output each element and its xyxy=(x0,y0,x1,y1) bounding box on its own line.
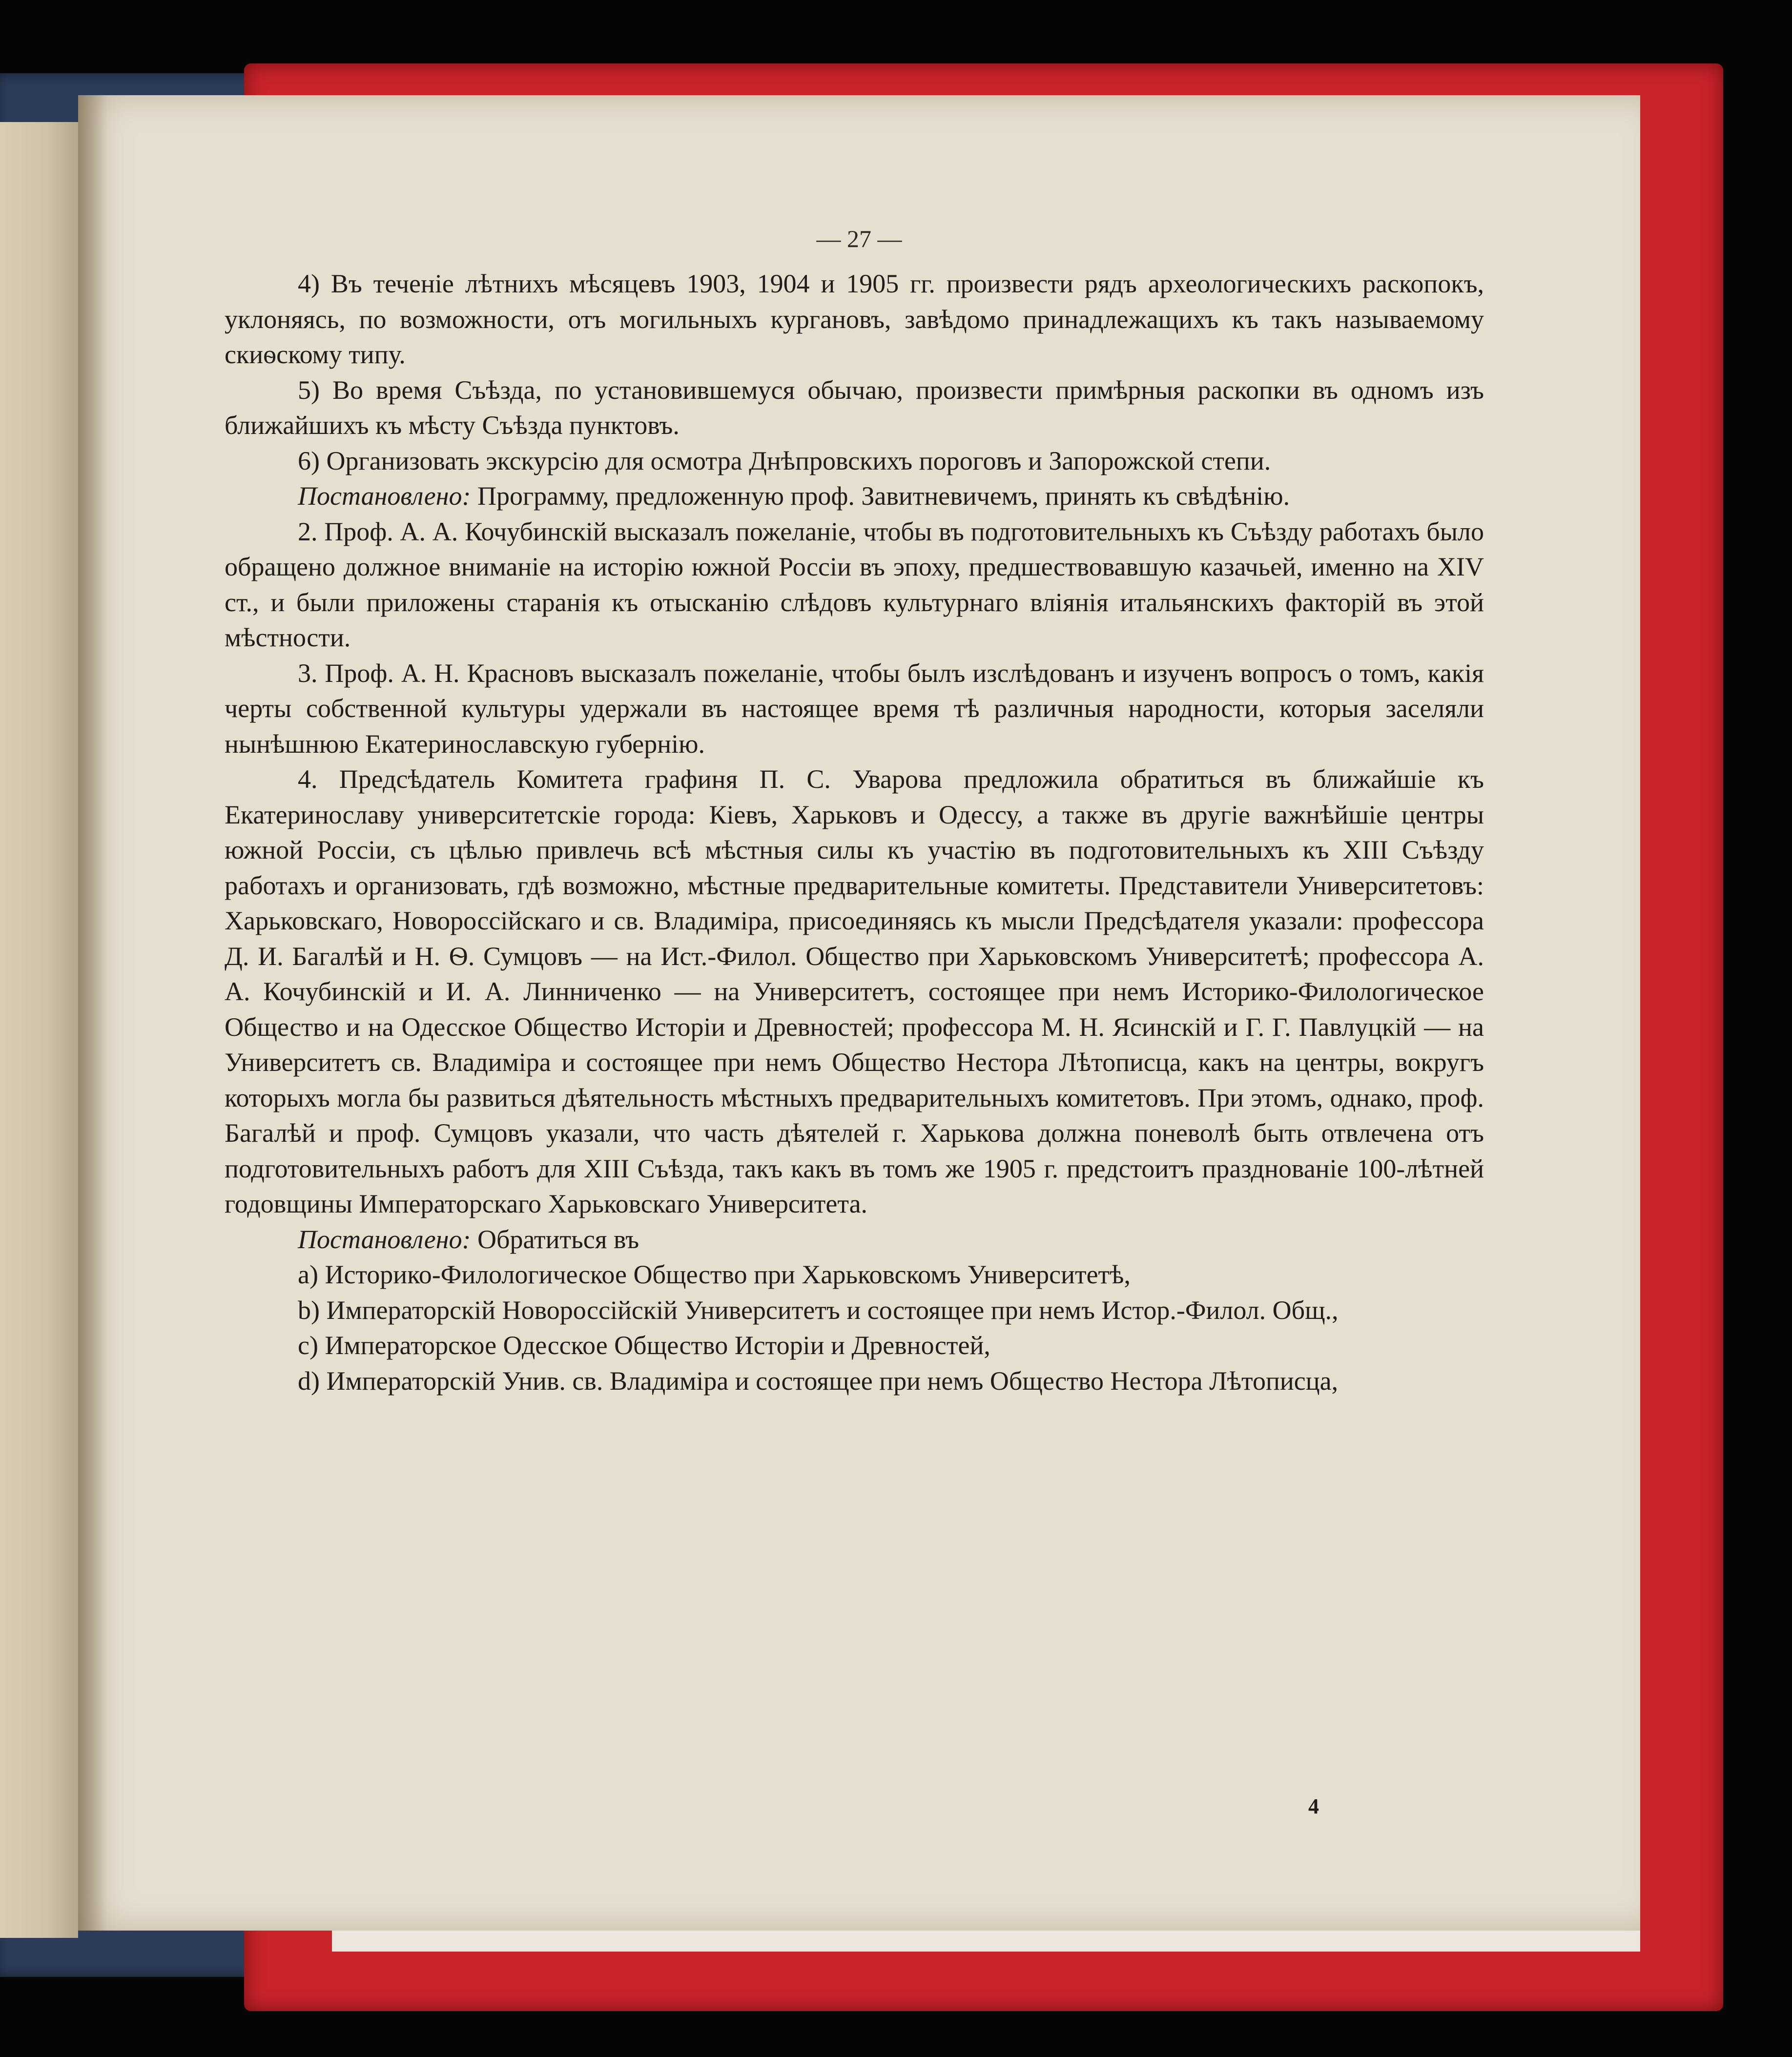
resolution-label: Постановлено: xyxy=(298,1224,471,1254)
page-number-header: — 27 — xyxy=(816,225,902,252)
facing-page xyxy=(0,122,78,1938)
resolution-text: Программу, предложенную проф. Завитневичемъ, принять къ свѣдѣнію. xyxy=(471,481,1290,511)
book-page xyxy=(78,95,1640,1931)
page-text xyxy=(225,266,1484,1399)
paragraph: 4. Предсѣдатель Комитета графиня П. С. Уварова предложила обратиться въ ближайшіе къ Екатеринославу университетскіе города: Кіевъ, Харьковъ и Одессу, а также въ другіе важнѣйшіе центры южной Россіи, съ цѣлью привлечь всѣ мѣстныя силы къ участію въ подготовительныхъ къ XIII Съѣзду работахъ и организовать, гдѣ возможно, мѣстные предварительные комитеты. Представители Университетовъ: Харьковскаго, Новороссійскаго и св. Владиміра, присоединяясь къ мысли Предсѣдателя указали: профессора Д. И. Багалѣй и Н. Ѳ. Сумцовъ — на Ист.-Филол. Общество при Харьковскомъ Университетѣ; профессора А. А. Кочубинскій и И. А. Линниченко — на Университетъ, состоящее при немъ Историко-Филологическое Общество и на Одесское Общество Исторіи и Древностей; профессора М. Н. Ясинскій и Г. Г. Павлуцкій — на Университетъ св. Владиміра и состоящее при немъ Общество Нестора Лѣтописца, какъ на центры, вокругъ которыхъ могла бы развиться дѣятельность мѣстныхъ предварительныхъ комитетовъ. При этомъ, однако, проф. Багалѣй и проф. Сумцовъ указали, что часть дѣятелей г. Харькова должна поневолѣ быть отвлечена отъ подготовительныхъ работъ для XIII Съѣзда, такъ какъ въ томъ же 1905 г. предстоитъ празднованіе 100-лѣтней годовщины Императорскаго Харьковскаго Университета. xyxy=(225,764,1484,1218)
list-item: a) Историко-Филологическое Общество при Харьковскомъ Университетѣ, xyxy=(298,1260,1131,1289)
list-item: c) Императорское Одесское Общество Исторіи и Древностей, xyxy=(298,1331,990,1360)
resolution-paragraph xyxy=(225,478,1484,514)
resolution-label: Постановлено: xyxy=(298,481,471,511)
paragraph: 5) Во время Съѣзда, по установившемуся обычаю, произвести примѣрныя раскопки въ одномъ изъ ближайшихъ къ мѣсту Съѣзда пунктовъ. xyxy=(225,375,1484,440)
paragraph: 3. Проф. А. Н. Красновъ высказалъ пожеланіе, чтобы былъ изслѣдованъ и изученъ вопросъ о томъ, какія черты собственной культуры удержали въ настоящее время тѣ различныя народности, которыя заселяли нынѣшнюю Екатеринославскую губернію. xyxy=(225,658,1484,759)
resolution-text: Обратиться въ xyxy=(471,1224,639,1254)
list-item: d) Императорскій Унив. св. Владиміра и состоящее при немъ Общество Нестора Лѣтописца, xyxy=(298,1366,1339,1396)
paragraph: 4) Въ теченіе лѣтнихъ мѣсяцевъ 1903, 1904 и 1905 гг. произвести рядъ археологическихъ раскопокъ, уклоняясь, по возможности, отъ могильныхъ кургановъ, завѣдомо принадлежащихъ къ такъ называемому скиѳскому типу. xyxy=(225,269,1484,369)
paragraph: 2. Проф. А. А. Кочубинскій высказалъ пожеланіе, чтобы въ подготовительныхъ къ Съѣзду работахъ было обращено должное вниманіе на исторію южной Россіи въ эпоху, предшествовавшую казачьей, именно на XIV ст., и были приложены старанія къ отысканію слѣдовъ культурнаго вліянія итальянскихъ факторій въ этой мѣстности. xyxy=(225,516,1484,652)
list-item: b) Императорскій Новороссійскій Университетъ и состоящее при немъ Истор.-Филол. Общ., xyxy=(298,1295,1339,1325)
paragraph: 6) Организовать экскурсію для осмотра Днѣпровскихъ пороговъ и Запорожской степи. xyxy=(298,446,1271,475)
signature-mark: 4 xyxy=(1308,1794,1319,1818)
resolution-paragraph xyxy=(225,1222,1484,1257)
gutter-shadow xyxy=(78,95,107,1931)
